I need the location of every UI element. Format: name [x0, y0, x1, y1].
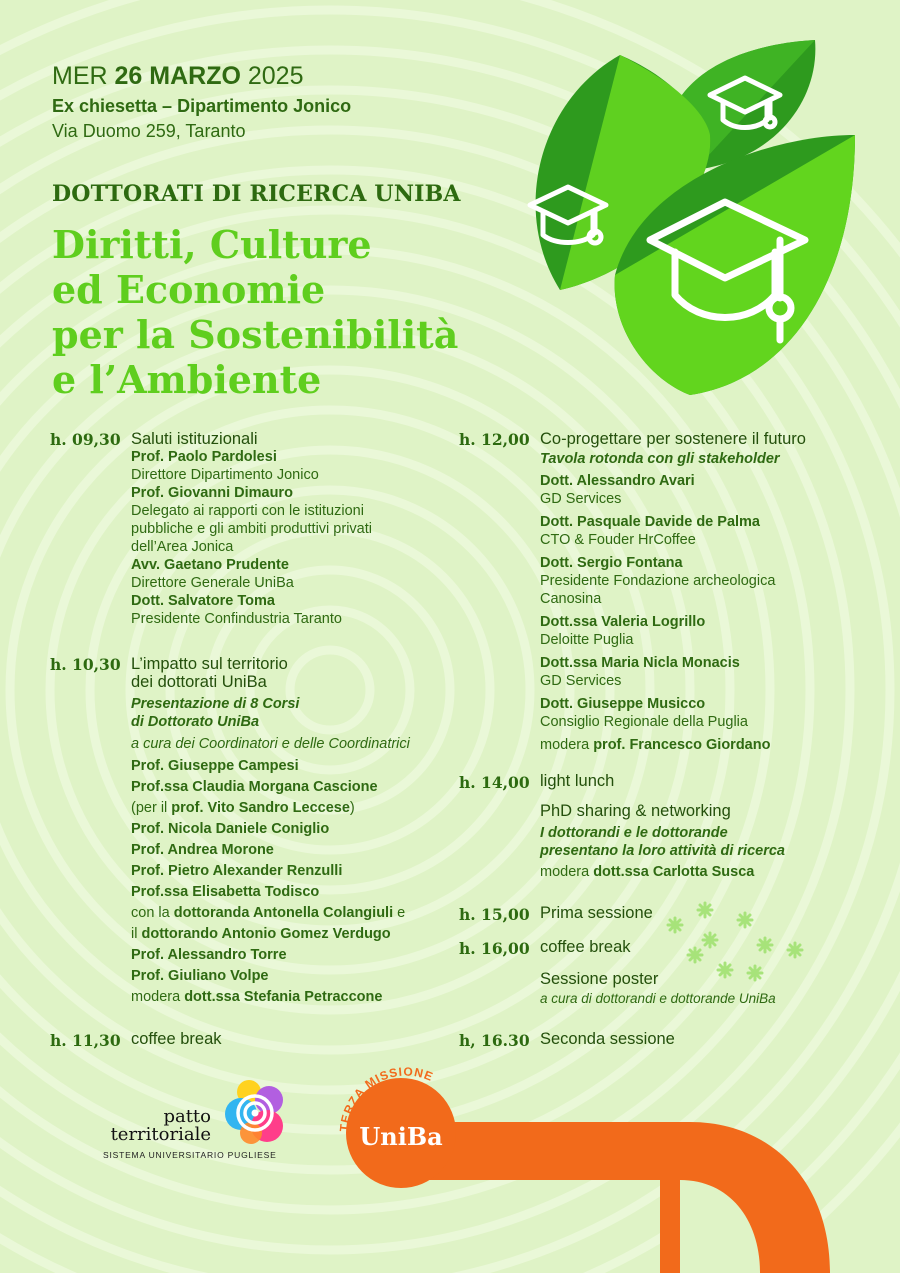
- session-coffee-poster: [540, 938, 776, 1008]
- program-left-column: [50, 430, 450, 1050]
- time-label: h. 12,00: [459, 430, 530, 449]
- time-label: h. 11,30: [50, 1031, 121, 1050]
- program-right-column: [459, 430, 879, 1060]
- speaker-name: Prof. Pietro Alexander Renzulli: [131, 863, 343, 879]
- session-lunch: [540, 772, 785, 881]
- title-line: Diritti, Culture: [52, 222, 372, 267]
- moderator: modera prof. Francesco Giordano: [540, 737, 771, 753]
- speaker-name: Dott. Sergio Fontana: [540, 555, 683, 571]
- speaker-role: Presidente Confindustria Taranto: [131, 611, 342, 627]
- speaker-name: Prof.ssa Elisabetta Todisco: [131, 884, 320, 900]
- event-address: Via Duomo 259, Taranto: [52, 121, 246, 141]
- session-title: Sessione poster: [540, 970, 659, 988]
- speaker-name: Dott. Giuseppe Musicco: [540, 696, 706, 712]
- time-label: h. 16,00: [459, 939, 530, 958]
- speaker-name: Prof. Alessandro Torre: [131, 947, 287, 963]
- event-venue: Ex chiesetta – Dipartimento Jonico: [52, 96, 352, 116]
- session-curators: a cura dei Coordinatori e delle Coordinatrici: [131, 736, 410, 752]
- session-subtitle: Tavola rotonda con gli stakeholder: [540, 451, 780, 467]
- speaker-name: Prof.ssa Claudia Morgana Cascione: [131, 779, 378, 795]
- speaker-role: Deloitte Puglia: [540, 632, 634, 648]
- speaker-role: GD Services: [540, 491, 622, 507]
- title-line: per la Sostenibilità: [52, 312, 459, 357]
- orange-d-shape: [390, 1122, 830, 1273]
- speaker-name: Dott. Pasquale Davide de Palma: [540, 514, 760, 530]
- session-title: PhD sharing & networking: [540, 802, 731, 820]
- moderator: modera dott.ssa Carlotta Susca: [540, 864, 755, 880]
- speaker-role: pubbliche e gli ambiti produttivi privati: [131, 521, 372, 537]
- session-subtitle: I dottorandi e le dottorande: [540, 825, 728, 841]
- session-subtitle: a cura di dottorandi e dottorande UniBa: [540, 991, 776, 1006]
- speaker-name: Prof. Andrea Morone: [131, 842, 274, 858]
- session-coprogettare: [540, 430, 806, 754]
- speaker-role: dell’Area Jonica: [131, 539, 234, 555]
- terza-missione-logo: [330, 1060, 900, 1273]
- title-line: e l’Ambiente: [52, 357, 322, 402]
- session-subtitle: di Dottorato UniBa: [131, 714, 260, 730]
- session-title: dei dottorati UniBa: [131, 673, 267, 691]
- uniba-logo-text: UniBa: [359, 1122, 443, 1151]
- speaker-name: Prof. Nicola Daniele Coniglio: [131, 821, 330, 837]
- time-label: h. 10,30: [50, 655, 121, 674]
- speaker-role: Consiglio Regionale della Puglia: [540, 714, 748, 730]
- patto-logo-subtitle: SISTEMA UNIVERSITARIO PUGLIESE: [103, 1150, 277, 1160]
- session-title: Saluti istituzionali: [131, 430, 258, 448]
- title-line: ed Economie: [52, 267, 326, 312]
- time-label: h. 15,00: [459, 905, 530, 924]
- session-title: coffee break: [540, 938, 631, 956]
- speaker-role: CTO & Fouder HrCoffee: [540, 532, 696, 548]
- terza-missione-arc-text: TERZA MISSIONE: [336, 1064, 436, 1133]
- speaker-name: Prof. Paolo Pardolesi: [131, 449, 277, 465]
- time-label: h, 16.30: [459, 1031, 530, 1050]
- session-title: L’impatto sul territorio: [131, 655, 288, 673]
- event-title: [52, 222, 458, 402]
- session-title: Prima sessione: [540, 904, 653, 922]
- session-title: Seconda sessione: [540, 1030, 675, 1048]
- speaker-name: Dott.ssa Maria Nicla Monacis: [540, 655, 740, 671]
- speaker-role: Canosina: [540, 591, 602, 607]
- speaker-role: Presidente Fondazione archeologica: [540, 573, 776, 589]
- speaker-name: Dott.ssa Valeria Logrillo: [540, 614, 706, 630]
- time-label: h. 09,30: [50, 430, 121, 449]
- event-date: MER 26 MARZO 2025: [52, 62, 304, 90]
- speaker-name: Avv. Gaetano Prudente: [131, 557, 289, 573]
- session-saluti: [131, 430, 372, 628]
- speaker-note: (per il prof. Vito Sandro Leccese): [131, 800, 355, 816]
- speaker-role: Direttore Dipartimento Jonico: [131, 467, 319, 483]
- patto-logo-text: patto territoriale: [110, 1106, 211, 1145]
- speaker-role: Direttore Generale UniBa: [131, 575, 294, 591]
- speaker-role: GD Services: [540, 673, 622, 689]
- session-title: light lunch: [540, 772, 615, 790]
- speaker-note: il dottorando Antonio Gomez Verdugo: [131, 926, 391, 942]
- patto-logo-mark-icon: [221, 1078, 291, 1148]
- speaker-note: con la dottoranda Antonella Colangiuli e: [131, 905, 406, 921]
- leaves-illustration: [520, 40, 865, 400]
- speaker-name: Prof. Giovanni Dimauro: [131, 485, 293, 501]
- time-label: h. 14,00: [459, 773, 530, 792]
- speaker-name: Prof. Giuliano Volpe: [131, 968, 269, 984]
- session-impatto: [131, 655, 410, 1008]
- session-subtitle: presentano la loro attività di ricerca: [540, 843, 785, 859]
- moderator: modera dott.ssa Stefania Petraccone: [131, 989, 383, 1005]
- speaker-name: Prof. Giuseppe Campesi: [131, 758, 299, 774]
- session-title: coffee break: [131, 1030, 222, 1048]
- session-title: Co-progettare per sostenere il futuro: [540, 430, 806, 448]
- speaker-role: Delegato ai rapporti con le istituzioni: [131, 503, 364, 519]
- speaker-name: Dott. Salvatore Toma: [131, 593, 275, 609]
- speaker-name: Dott. Alessandro Avari: [540, 473, 695, 489]
- session-subtitle: Presentazione di 8 Corsi: [131, 696, 300, 712]
- event-kicker: DOTTORATI DI RICERCA UNIBA: [52, 181, 461, 207]
